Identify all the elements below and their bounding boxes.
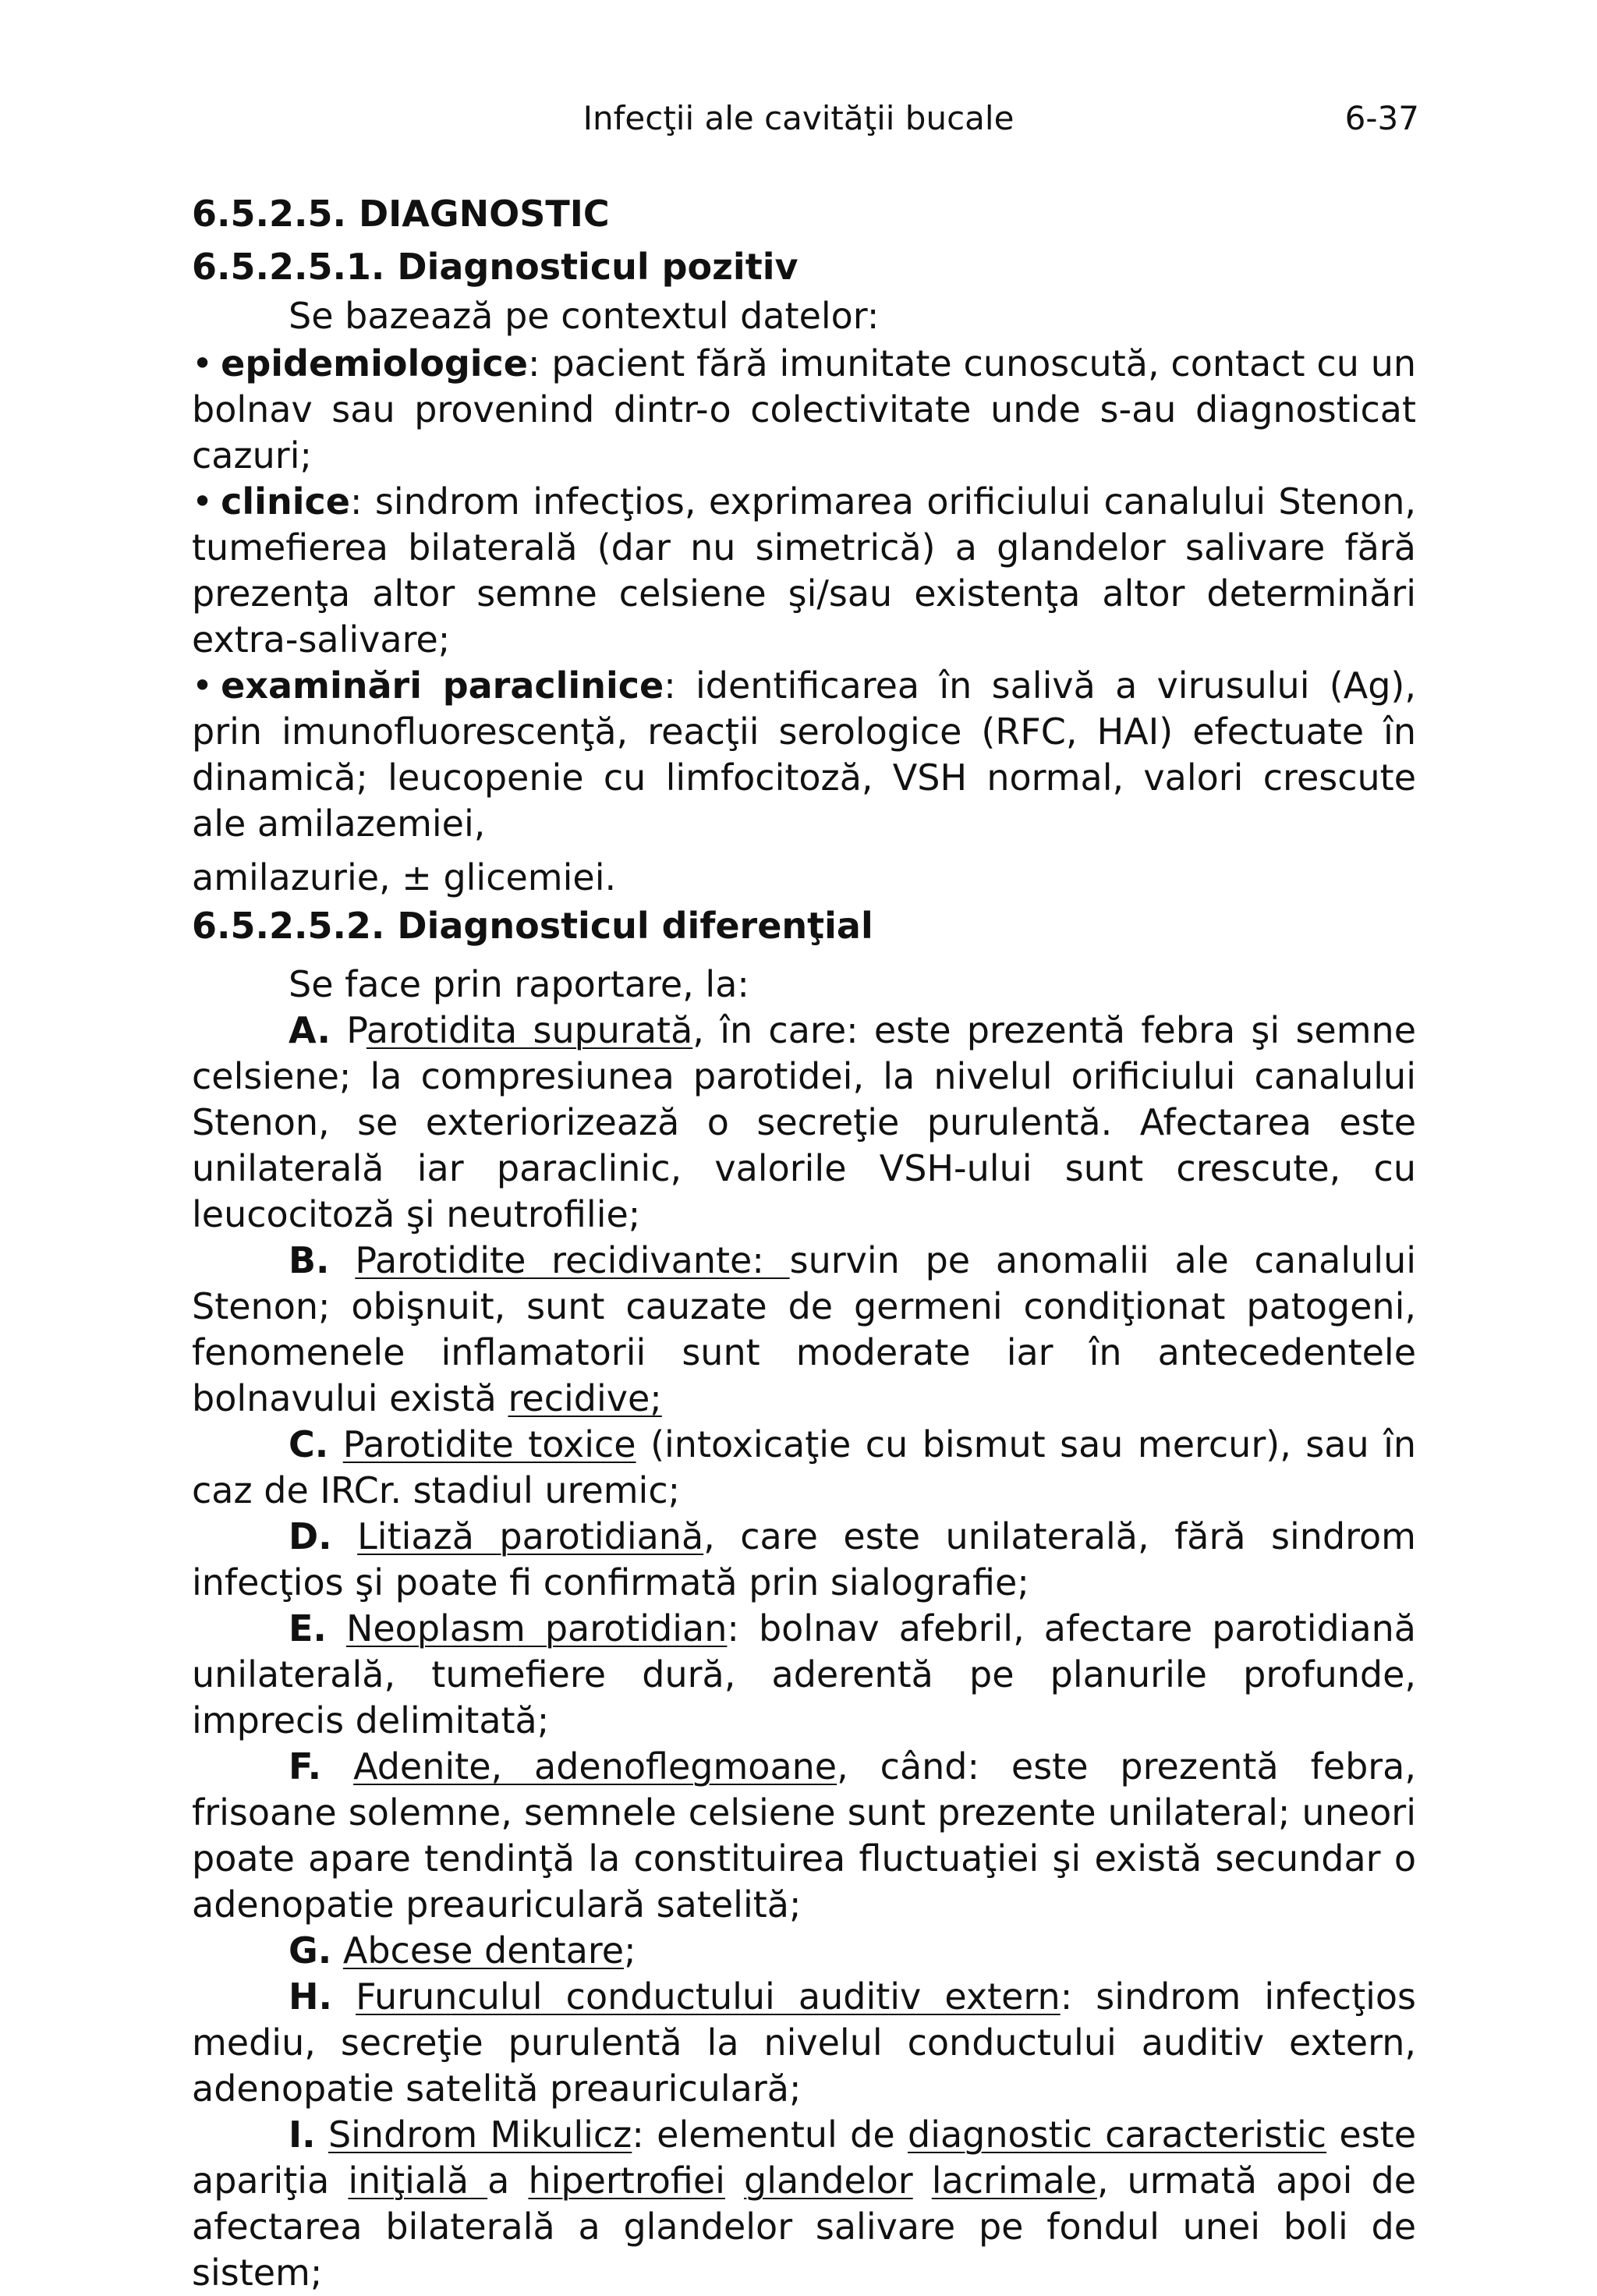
item-term: examinări paraclinice	[221, 664, 664, 707]
item-text: : identificarea în salivă a virusului (Ag), prin imunofluorescenţă, reacţii serologice (RFC, HAI) efectuate în dinamică; leucopenie cu limfocitoză, VSH normal, valori crescute ale amilazemiei,	[192, 664, 1416, 845]
list-item-last-line: amilazurie, ± glicemiei.	[192, 856, 617, 898]
item-term: Parotidite toxice	[342, 1423, 636, 1465]
page-content	[192, 190, 1416, 2296]
list-item-i	[192, 2112, 1416, 2296]
item-term-d: hipertrofiei	[528, 2160, 725, 2202]
list-item-d	[192, 1514, 1416, 1606]
item-letter: C.	[289, 1423, 329, 1465]
item-text: : bolnav afebril, afectare parotidiană unilaterală, tumefiere dură, aderentă pe planurile profunde, imprecis delimitată;	[192, 1607, 1416, 1741]
bullet-icon: •	[192, 342, 214, 384]
item-text: : sindrom infecţios, exprimarea orificiului canalului Stenon, tumefierea bilaterală (dar nu simetrică) a glandelor salivare fără prezenţa altor semne celsiene şi/sau existenţa altor determinări extra-salivare;	[192, 480, 1416, 661]
item-term-b: diagnostic caracteristic	[908, 2114, 1327, 2156]
item-text: survin pe anomalii ale canalului Stenon; obişnuit, sunt cauzate de germeni condiţionat patogeni, fenomenele inflamatorii sunt moderate iar în antecedentele bolnavului există	[192, 1239, 1417, 1419]
item-letter: I.	[289, 2114, 316, 2156]
item-text: , urmată apoi de afectarea bilaterală a glandelor salivare pe fondul unei boli de sistem;	[192, 2160, 1416, 2294]
item-term: Furunculul conductului auditiv extern	[356, 1975, 1061, 2018]
list-item-a	[192, 1008, 1416, 1238]
item-term: clinice	[221, 480, 350, 523]
item-letter: G.	[289, 1929, 332, 1972]
item-letter: F.	[289, 1745, 322, 1788]
list-item-e	[192, 1606, 1416, 1744]
subsection-heading-differential: 6.5.2.5.2. Diagnosticul diferenţial	[192, 905, 873, 947]
item-term: Abcese dentare	[342, 1929, 625, 1972]
item-text: a	[487, 2160, 529, 2202]
list-item-c	[192, 1422, 1416, 1514]
item-letter: B.	[289, 1239, 330, 1281]
positive-intro: Se bazează pe contextul datelor:	[289, 295, 880, 337]
item-text: ;	[624, 1929, 636, 1972]
item-text: : sindrom infecţios mediu, secreţie purulentă la nivelul conductului auditiv extern, adenopatie satelită preauriculară;	[192, 1975, 1417, 2110]
subsection-heading-positive: 6.5.2.5.1. Diagnosticul pozitiv	[192, 246, 798, 288]
item-term: Sindrom Mikulicz	[328, 2114, 632, 2156]
list-item-g	[192, 1928, 1416, 1974]
list-item	[192, 341, 1416, 479]
item-letter: E.	[289, 1607, 327, 1649]
item-term-2: recidive;	[508, 1377, 662, 1419]
item-term: epidemiologice	[221, 342, 528, 384]
item-term: Litiază parotidiană	[357, 1515, 704, 1557]
list-item	[192, 479, 1416, 663]
page-number: 6-37	[1344, 99, 1419, 137]
item-text: (intoxicaţie cu bismut sau mercur), sau în caz de IRCr. stadiul uremic;	[192, 1423, 1417, 1511]
item-letter: D.	[289, 1515, 332, 1557]
section-heading: 6.5.2.5. DIAGNOSTIC	[192, 193, 610, 235]
item-text	[725, 2160, 744, 2202]
item-term: Neoplasm parotidian	[345, 1607, 728, 1649]
item-lead: P	[330, 1009, 366, 1051]
list-item-b	[192, 1238, 1416, 1422]
item-term-f: lacrimale	[931, 2160, 1097, 2202]
differential-intro: Se face prin raportare, la:	[289, 963, 749, 1005]
item-term: Parotidite recidivante:	[355, 1239, 790, 1281]
item-letter: A.	[289, 1009, 331, 1051]
item-text	[913, 2160, 932, 2202]
list-item	[192, 663, 1416, 847]
item-text: : elementul de	[632, 2114, 908, 2156]
item-term-c: iniţială	[348, 2160, 488, 2202]
item-text: este apariţia	[192, 2114, 1417, 2202]
item-text: , când: este prezentă febra, frisoane solemne, semnele celsiene sunt prezente unilateral; uneori poate apare tendinţă la constituirea fluctuaţiei şi există secundar o adenopatie preauriculară satelită;	[192, 1745, 1416, 1926]
item-term-e: glandelor	[744, 2160, 913, 2202]
item-letter: H.	[289, 1975, 332, 2018]
list-item-h	[192, 1974, 1416, 2112]
item-text: , în care: este prezentă febra şi semne celsiene; la compresiunea parotidei, la nivelul orificiului canalului Stenon, se exteriorizează o secreţie purulentă. Afectarea este unilaterală iar paraclinic, valorile VSH-ului sunt crescute, cu leucocitoză şi neutrofilie;	[192, 1009, 1417, 1235]
bullet-icon: •	[192, 480, 214, 523]
item-term: arotidita supurată	[366, 1009, 693, 1051]
item-text: : pacient fără imunitate cunoscută, contact cu un bolnav sau provenind dintr-o colectivitate unde s-au diagnosticat cazuri;	[192, 342, 1416, 477]
bullet-icon: •	[192, 664, 214, 707]
list-item-f	[192, 1744, 1416, 1928]
item-term: Adenite, adenoflegmoane	[353, 1745, 837, 1788]
running-title: Infecţii ale cavităţii bucale	[582, 99, 1015, 137]
item-text: , care este unilaterală, fără sindrom infecţios şi poate fi confirmată prin sialografie;	[192, 1515, 1416, 1603]
